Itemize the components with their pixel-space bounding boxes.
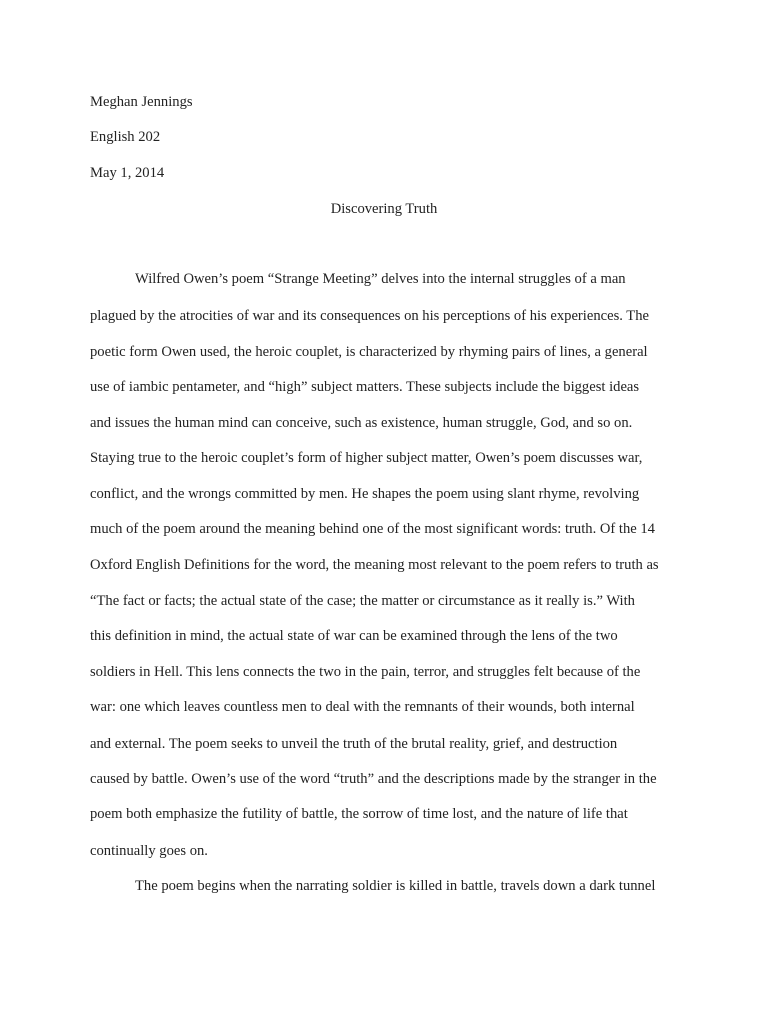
body-line: war: one which leaves countless men to deal with the remnants of their wounds, both internal — [90, 699, 635, 715]
body-line: plagued by the atrocities of war and its consequences on his perceptions of his experiences. The — [90, 308, 649, 324]
body-line: continually goes on. — [90, 843, 208, 859]
body-line: use of iambic pentameter, and “high” subject matters. These subjects include the biggest ideas — [90, 379, 640, 395]
body-line: Wilfred Owen’s poem “Strange Meeting” delves into the internal struggles of a man — [135, 271, 626, 287]
body-line: poem both emphasize the futility of battle, the sorrow of time lost, and the nature of life that — [90, 806, 628, 822]
body-line: this definition in mind, the actual state of war can be examined through the lens of the two — [90, 628, 618, 644]
body-line: caused by battle. Owen’s use of the word “truth” and the descriptions made by the stranger in the — [90, 771, 657, 787]
body-line: The poem begins when the narrating soldier is killed in battle, travels down a dark tunnel — [135, 878, 656, 894]
body-line: soldiers in Hell. This lens connects the two in the pain, terror, and struggles felt because of the — [90, 664, 641, 680]
document-title: Discovering Truth — [330, 201, 438, 217]
body-line: much of the poem around the meaning behind one of the most significant words: truth. Of the 14 — [90, 521, 655, 537]
body-line: Staying true to the heroic couplet’s form of higher subject matter, Owen’s poem discusses war, — [90, 450, 643, 466]
body-line: Oxford English Definitions for the word, the meaning most relevant to the poem refers to truth as — [90, 557, 659, 573]
document-date: May 1, 2014 — [90, 165, 165, 181]
body-line: conflict, and the wrongs committed by men. He shapes the poem using slant rhyme, revolving — [90, 486, 640, 502]
body-line: and external. The poem seeks to unveil the truth of the brutal reality, grief, and destruction — [90, 736, 618, 752]
body-line: and issues the human mind can conceive, such as existence, human struggle, God, and so on. — [90, 415, 633, 431]
author-name: Meghan Jennings — [90, 94, 193, 110]
course-name: English 202 — [90, 129, 161, 145]
body-line: poetic form Owen used, the heroic couplet, is characterized by rhyming pairs of lines, a general — [90, 344, 648, 360]
body-line: “The fact or facts; the actual state of the case; the matter or circumstance as it really is.” With — [90, 593, 635, 609]
